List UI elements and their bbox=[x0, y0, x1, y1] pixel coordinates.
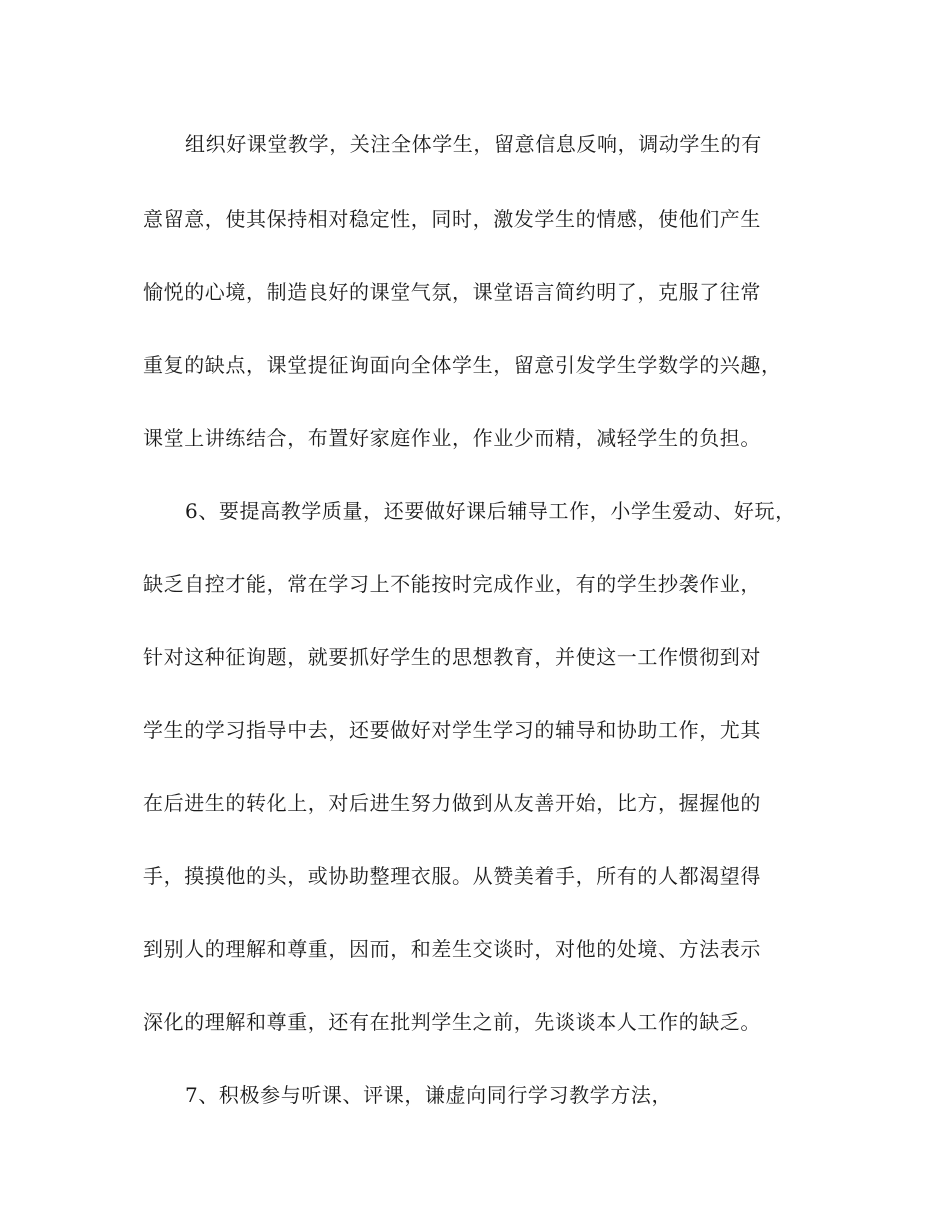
paragraph-line-5: 课堂上讲练结合，布置好家庭作业，作业少而精，减轻学生的负担。 bbox=[143, 426, 761, 450]
paragraph-line-1: 组织好课堂教学，关注全体学生，留意信息反响，调动学生的有 bbox=[185, 132, 762, 156]
paragraph-line-6: 6、要提高教学质量，还要做好课后辅导工作，小学生爱动、好玩， bbox=[185, 499, 796, 523]
paragraph-line-2: 意留意，使其保持相对稳定性，同时，激发学生的情感，使他们产生 bbox=[143, 207, 761, 231]
paragraph-line-14: 7、积极参与听课、评课，谦虚向同行学习教学方法， bbox=[185, 1083, 673, 1107]
paragraph-line-8: 针对这种征询题，就要抓好学生的思想教育，并使这一工作惯彻到对 bbox=[143, 645, 761, 669]
paragraph-line-3: 愉悦的心境，制造良好的课堂气氛，课堂语言简约明了，克服了往常 bbox=[143, 280, 761, 304]
paragraph-line-12: 到别人的理解和尊重，因而，和差生交谈时，对他的处境、方法表示 bbox=[143, 937, 761, 961]
paragraph-line-7: 缺乏自控才能，常在学习上不能按时完成作业，有的学生抄袭作业， bbox=[143, 572, 761, 596]
paragraph-line-4: 重复的缺点，课堂提征询面向全体学生，留意引发学生学数学的兴趣， bbox=[143, 353, 782, 377]
paragraph-line-9: 学生的学习指导中去，还要做好对学生学习的辅导和协助工作，尤其 bbox=[143, 718, 761, 742]
paragraph-line-11: 手，摸摸他的头，或协助整理衣服。从赞美着手，所有的人都渴望得 bbox=[143, 864, 761, 888]
paragraph-line-10: 在后进生的转化上，对后进生努力做到从友善开始，比方，握握他的 bbox=[143, 791, 761, 815]
paragraph-line-13: 深化的理解和尊重，还有在批判学生之前，先谈谈本人工作的缺乏。 bbox=[143, 1010, 761, 1034]
